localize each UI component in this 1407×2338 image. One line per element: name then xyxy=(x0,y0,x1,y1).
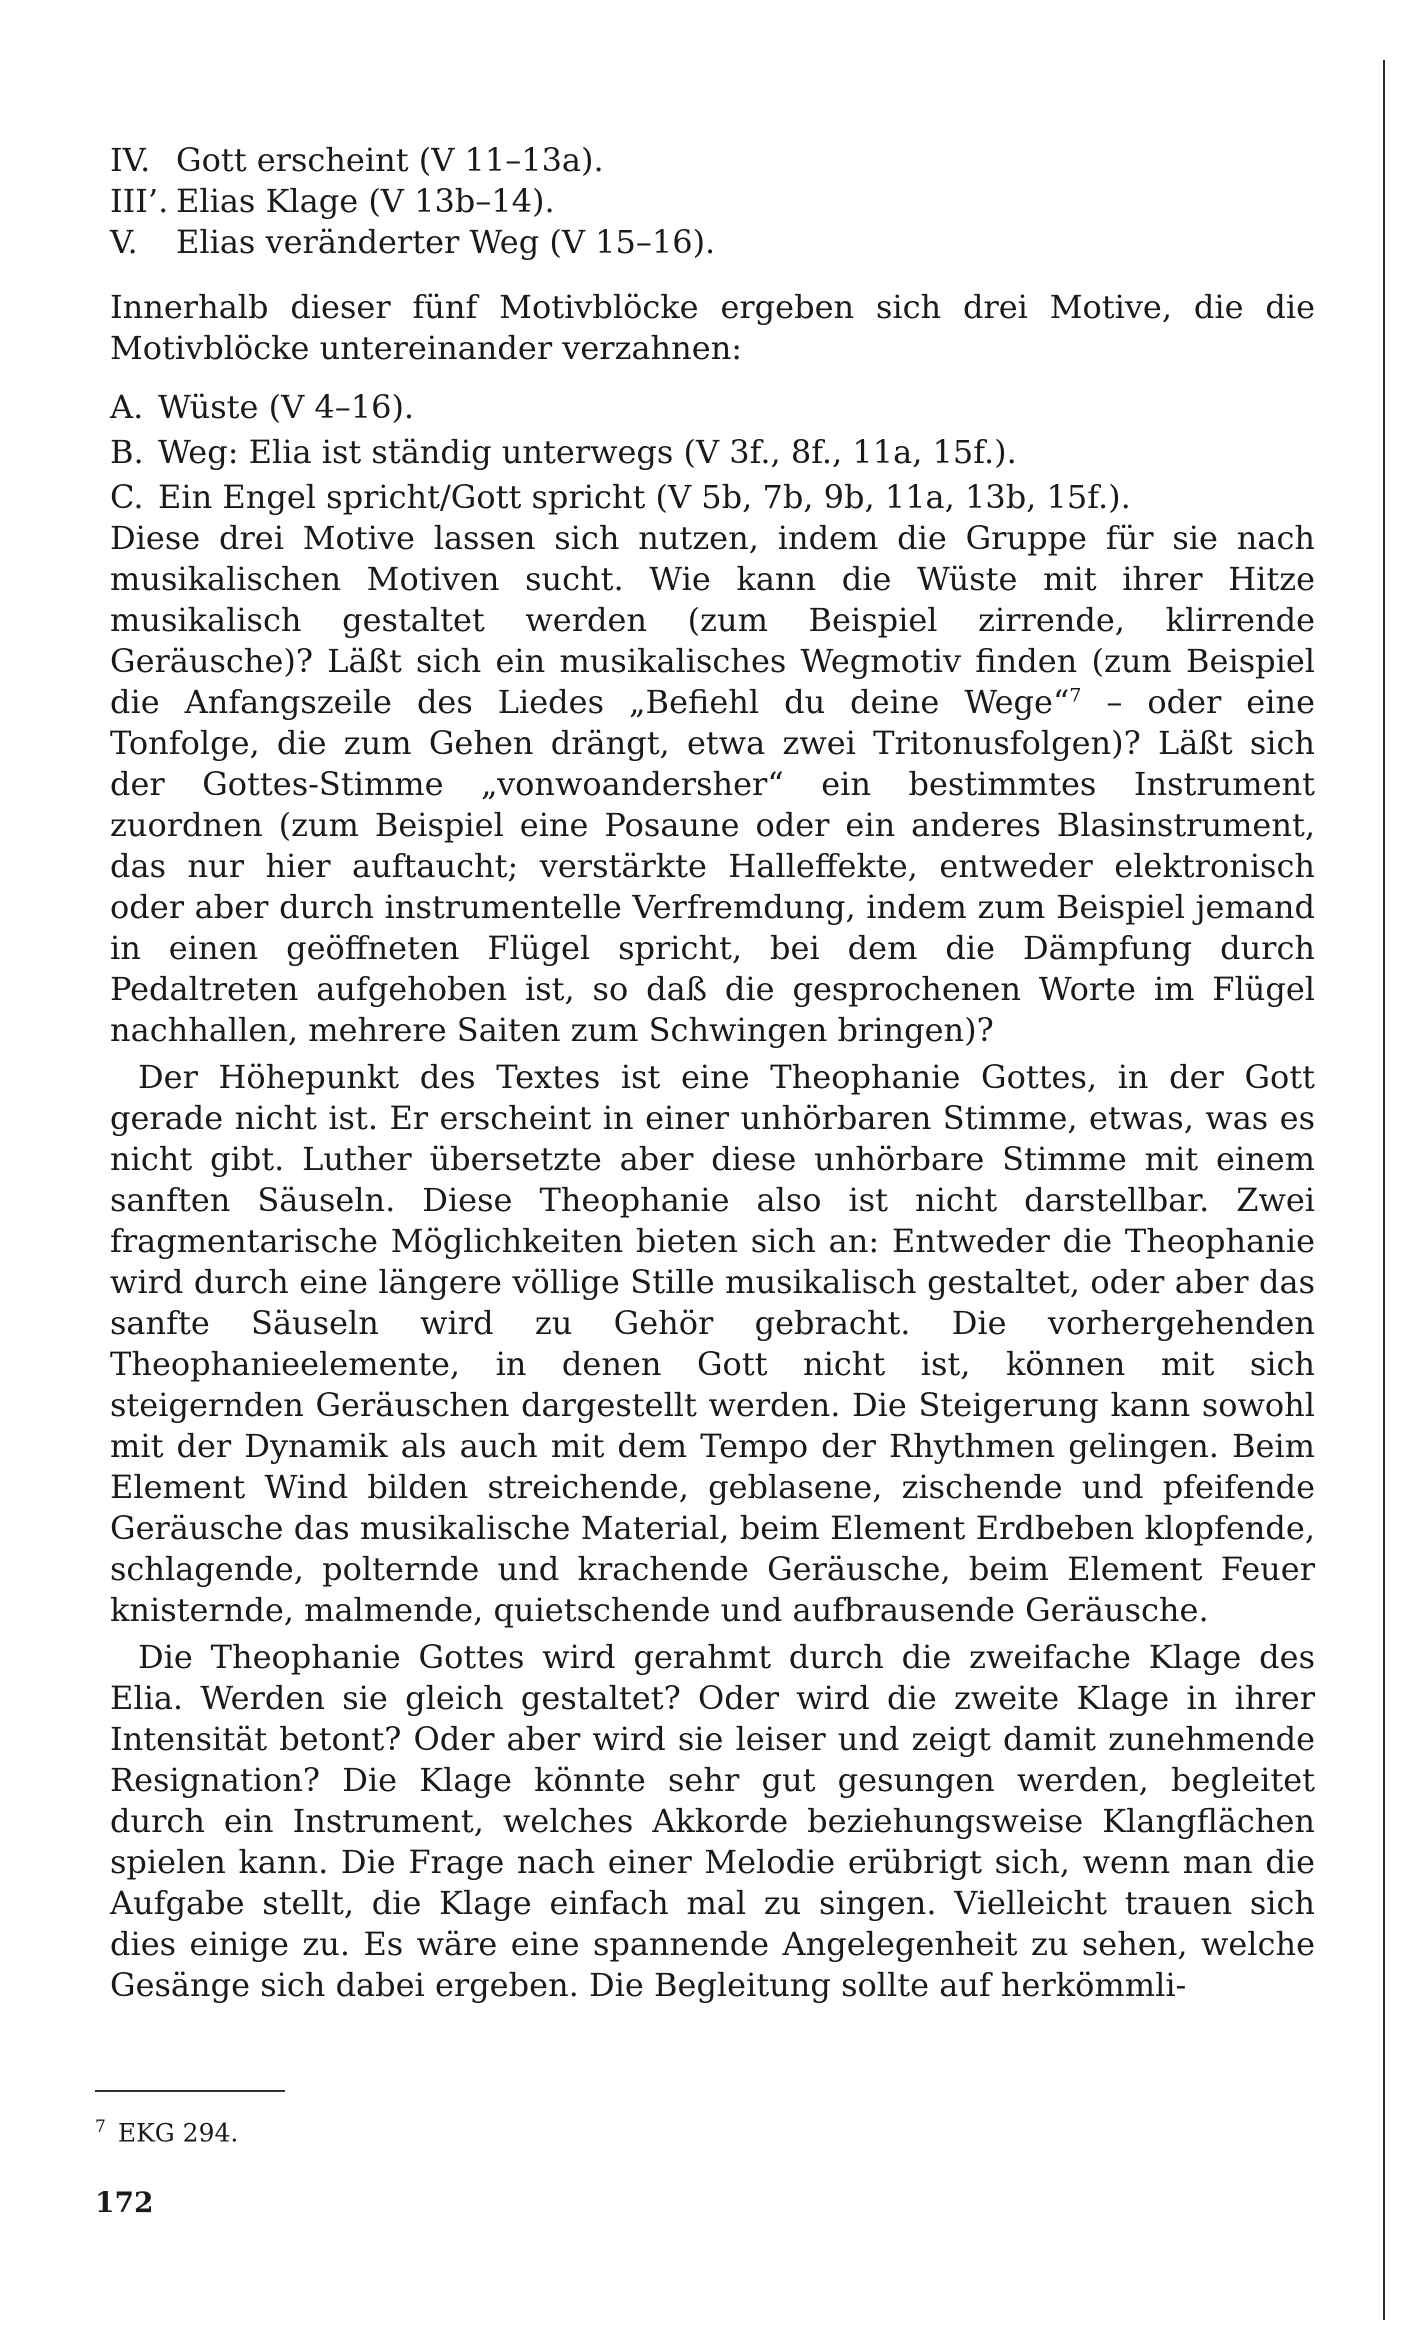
footnote-mark: 7 xyxy=(95,2117,106,2137)
outline-text: Gott erscheint (V 11–13a). xyxy=(176,141,604,179)
footnote xyxy=(95,2112,238,2148)
page-edge-line xyxy=(1383,60,1385,2320)
motive-item xyxy=(110,432,1315,473)
footnote-text: EKG 294. xyxy=(117,2118,239,2148)
paragraph-text: – oder eine Tonfolge, die zum Gehen drängt, etwa zwei Tritonusfolgen)? Läßt sich der Gottes-Stimme „vonwoandersher“ ein bestimmtes Instrument zuordnen (zum Beispiel eine Posaune oder ein anderes Blasinstrument, das nur hier auftaucht; verstärkte Halleffekte, entweder elektronisch oder aber durch instrumentelle Verfremdung, indem zum Beispiel jemand in einen geöffneten Flügel spricht, bei dem die Dämpfung durch Pedaltreten aufgehoben ist, so daß die gesprochenen Worte im Flügel nachhallen, mehrere Saiten zum Schwingen bringen)? xyxy=(110,683,1316,1049)
outline-item xyxy=(110,222,1315,263)
text-column xyxy=(110,140,1315,2006)
motive-letter: A. xyxy=(110,388,144,426)
intro-paragraph: Innerhalb dieser fünf Motivblöcke ergeben sich drei Motive, die die Motivblöcke untereinander verzahnen: xyxy=(110,288,1315,367)
footnote-divider xyxy=(95,2090,285,2092)
motive-text: Wüste (V 4–16). xyxy=(158,388,415,426)
motive-list xyxy=(110,387,1315,518)
motive-letter: B. xyxy=(110,433,144,471)
paragraph-text: Diese drei Motive lassen sich nutzen, indem die Gruppe für sie nach musikalischen Motiven sucht. Wie kann die Wüste mit ihrer Hitze musikalisch gestaltet werden (zum Beispiel zirrende, klirrende Geräusche)? Läßt sich ein musikalisches Wegmotiv finden (zum Beispiel die Anfangszeile des Liedes „Befiehl du deine Wege“ xyxy=(110,519,1315,721)
motive-text: Ein Engel spricht/Gott spricht (V 5b, 7b, 9b, 11a, 13b, 15f.). xyxy=(158,478,1131,516)
outline-item xyxy=(110,140,1315,181)
page-number: 172 xyxy=(95,2186,154,2219)
outline-text: Elias veränderter Weg (V 15–16). xyxy=(176,223,716,261)
motive-item xyxy=(110,387,1315,428)
footnote-reference[interactable]: 7 xyxy=(1069,684,1082,707)
motive-letter: C. xyxy=(110,478,144,516)
body-paragraph-theophany: Der Höhepunkt des Textes ist eine Theophanie Gottes, in der Gott gerade nicht ist. Er erscheint in einer unhörbaren Stimme, etwas, was es nicht gibt. Luther übersetzte aber diese unhörbare Stimme mit einem sanften Säuseln. Diese Theophanie also ist nicht darstellbar. Zwei fragmentarische Möglichkeiten bieten sich an: Entweder die Theophanie wird durch eine längere völlige Stille musikalisch gestaltet, oder aber das sanfte Säuseln wird zu Gehör gebracht. Die vorhergehenden Theophanieelemente, in denen Gott nicht ist, können mit sich steigernden Geräuschen dargestellt werden. Die Steigerung kann sowohl mit der Dynamik als auch mit dem Tempo der Rhythmen gelingen. Beim Element Wind bilden streichende, geblasene, zischende und pfeifende Geräusche das musikalische Material, beim Element Erdbeben klopfende, schlagende, polternde und krachende Geräusche, beim Element Feuer knisternde, malmende, quietschende und aufbrausende Geräusche. xyxy=(110,1058,1315,1629)
motive-item xyxy=(110,477,1315,518)
body-paragraph-lament: Die Theophanie Gottes wird gerahmt durch die zweifache Klage des Elia. Werden sie gleich gestaltet? Oder wird die zweite Klage in ihrer Intensität betont? Oder aber wird sie leiser und zeigt damit zunehmende Resignation? Die Klage könnte sehr gut gesungen werden, begleitet durch ein Instrument, welches Akkorde beziehungsweise Klangflächen spielen kann. Die Frage nach einer Melodie erübrigt sich, wenn man die Aufgabe stellt, die Klage einfach mal zu singen. Vielleicht trauen sich dies einige zu. Es wäre eine spannende Angelegenheit zu sehen, welche Gesänge sich dabei ergeben. Die Begleitung sollte auf herkömmli- xyxy=(110,1638,1315,2004)
motive-text: Weg: Elia ist ständig unterwegs (V 3f., 8f., 11a, 15f.). xyxy=(158,433,1017,471)
outline-list xyxy=(110,140,1315,263)
outline-number: V. xyxy=(110,223,138,261)
outline-text: Elias Klage (V 13b–14). xyxy=(176,182,555,220)
outline-number: III’. xyxy=(110,182,169,220)
body-paragraph-motives xyxy=(110,518,1315,1051)
outline-number: IV. xyxy=(110,141,151,179)
outline-item xyxy=(110,181,1315,222)
